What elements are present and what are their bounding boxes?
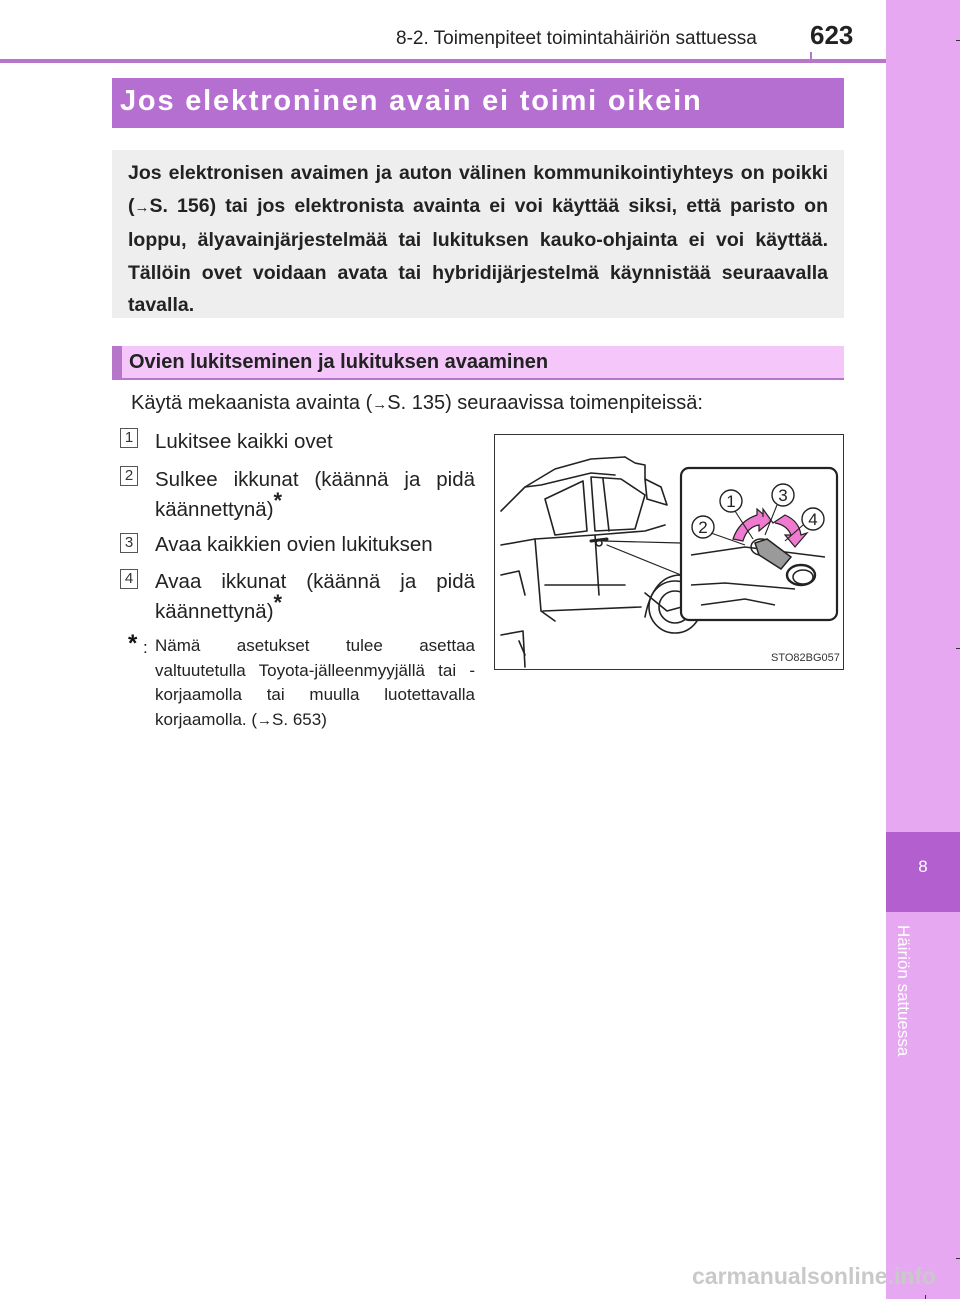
page-number: 623 xyxy=(810,20,854,50)
usage-instruction xyxy=(131,392,703,415)
door-edge xyxy=(535,539,555,621)
step-label: Sulkee ikkunat (käännä ja pidä käännettynä) xyxy=(155,468,475,521)
usage-reference: S. 135 xyxy=(387,392,446,414)
crop-mark xyxy=(956,1258,960,1259)
header-tick xyxy=(810,52,812,60)
header-rule xyxy=(0,59,886,63)
key-cylinder-illustration xyxy=(494,434,844,670)
arrow-right-icon: → xyxy=(372,396,388,413)
car-door-drawing xyxy=(495,435,842,668)
chapter-sidebar xyxy=(886,0,960,1299)
figure-callout-1: 1 xyxy=(726,492,736,511)
footnote-mark: * xyxy=(273,590,283,616)
rear-window xyxy=(545,481,587,535)
figure-code: STO82BG057 xyxy=(771,652,840,664)
footnote-text-part: Nämä asetukset tulee asettaa valtuutetulla Toyota-jälleenmyyjällä tai -korjaamolla tai muulla luotettavalla korjaamolla. ( xyxy=(155,636,475,729)
step-text xyxy=(155,465,475,525)
crop-mark xyxy=(956,40,960,41)
usage-text-part: Käytä mekaanista avainta ( xyxy=(131,392,373,414)
side-window xyxy=(591,477,645,531)
step-number: 1 xyxy=(120,428,138,448)
chapter-title: Häiriön sattuessa xyxy=(894,925,913,1057)
figure-callout-2: 2 xyxy=(698,518,708,537)
intro-text-part: Jos elektronisen avaimen ja auton välinen kommunikointiyhteys on poikki ( xyxy=(128,162,828,217)
usage-text-part: ) seuraavissa toimenpiteissä: xyxy=(445,392,703,414)
crop-mark xyxy=(956,648,960,649)
tail-light xyxy=(645,479,667,505)
step-text xyxy=(155,530,475,560)
footnote-text-part: ) xyxy=(321,709,327,729)
arrow-right-icon: → xyxy=(134,198,150,216)
chapter-number: 8 xyxy=(918,857,928,876)
step-number: 3 xyxy=(120,533,138,553)
inset-detail xyxy=(681,468,837,620)
step-label: Avaa kaikkien ovien lukituksen xyxy=(155,533,433,556)
footnote-reference: S. 653 xyxy=(272,709,322,729)
figure-callout-4: 4 xyxy=(808,510,818,529)
arrow-right-icon: → xyxy=(257,711,273,729)
footnote-colon: : xyxy=(143,638,148,657)
step-text xyxy=(155,427,475,457)
intro-reference: S. 156 xyxy=(149,194,210,217)
section-heading: Ovien lukitseminen ja lukituksen avaaminen xyxy=(112,346,844,380)
footnote-star: * xyxy=(128,630,138,657)
running-header: 8-2. Toimenpiteet toimintahäiriön sattuessa xyxy=(396,28,757,49)
intro-box xyxy=(112,150,844,318)
step-label: Lukitsee kaikki ovet xyxy=(155,430,333,453)
step-number: 2 xyxy=(120,466,138,486)
intro-text-part: ) tai jos elektronista avainta ei voi käyttää siksi, että paristo on loppu, älyavainjärjestelmää tai lukituksen kauko-ohjainta ei voi käyttää. Tällöin ovet voidaan avata tai hybridijärjestelmä käynnistää seuraavalla tavalla. xyxy=(128,194,828,316)
step-text xyxy=(155,567,475,627)
page-title: Jos elektroninen avain ei toimi oikein xyxy=(112,78,844,128)
step-label: Avaa ikkunat (käännä ja pidä käännettynä) xyxy=(155,570,475,623)
figure-callout-3: 3 xyxy=(778,486,788,505)
footnote-text xyxy=(155,634,475,733)
crop-mark xyxy=(925,1295,926,1299)
watermark: carmanualsonline.info xyxy=(692,1263,937,1289)
spoiler xyxy=(625,457,645,479)
footnote-mark: * xyxy=(273,488,283,514)
step-number: 4 xyxy=(120,569,138,589)
